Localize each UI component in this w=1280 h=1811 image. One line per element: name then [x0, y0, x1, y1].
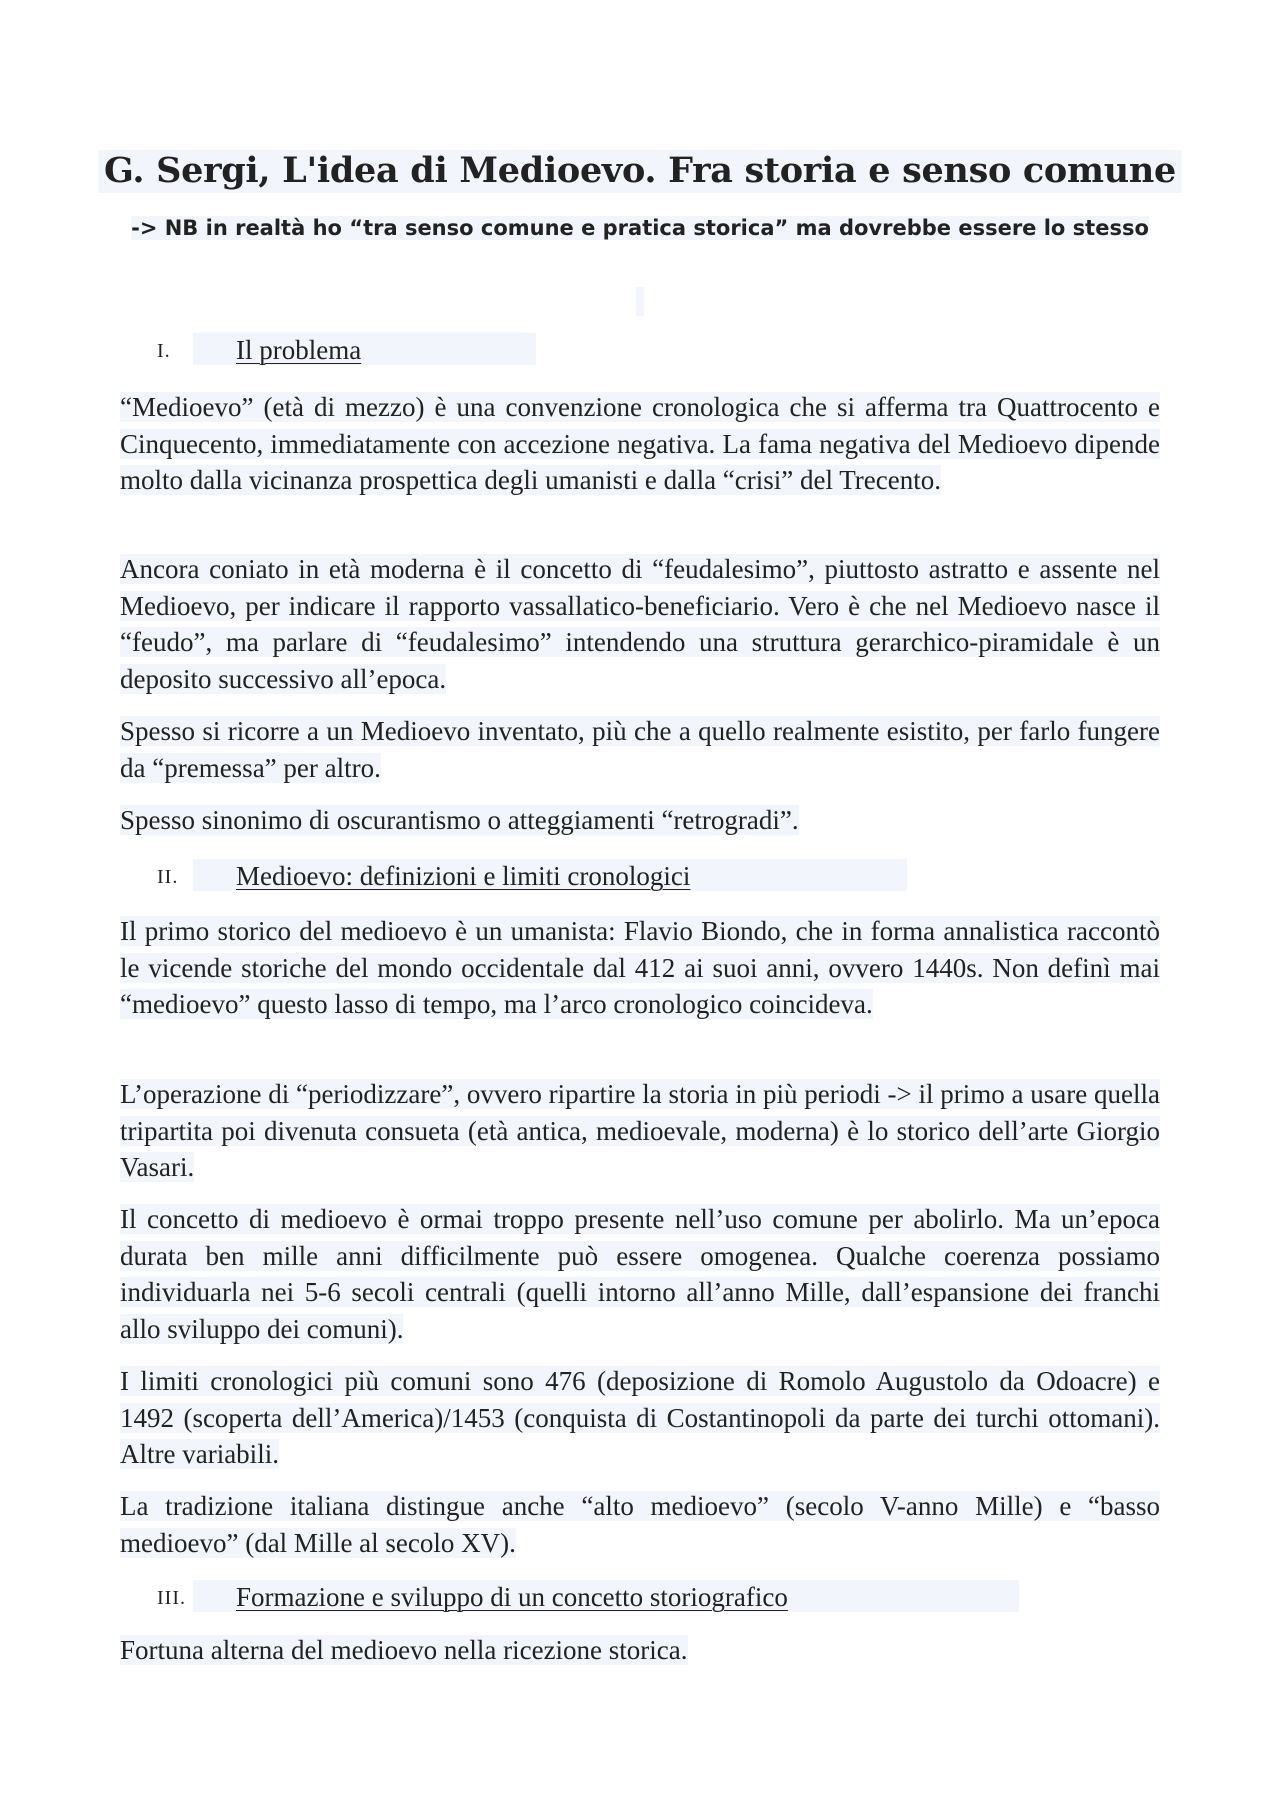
paragraph: “Medioevo” (età di mezzo) è una convenzione cronologica che si afferma tra Quattrocento e Cinquecento, immediatamente con accezione negativa. La fama negativa del Medioevo dipende molto dalla vicinanza prospettica degli umanisti e dalla “crisi” del Trecento. [120, 392, 1160, 495]
document-title: G. Sergi, L'idea di Medioevo. Fra storia e senso comune [0, 147, 1280, 195]
section-number: I. [157, 340, 171, 362]
empty-line-marker [636, 287, 644, 316]
document-subtitle: -> NB in realtà ho “tra senso comune e pratica storica” ma dovrebbe essere lo stesso [131, 216, 1149, 240]
section-title: Il problema [236, 335, 362, 365]
paragraph: Spesso si ricorre a un Medioevo inventato, più che a quello realmente esistito, per farlo fungere da “premessa” per altro. [120, 716, 1160, 783]
paragraph: Il concetto di medioevo è ormai troppo presente nell’uso comune per abolirlo. Ma un’epoca durata ben mille anni difficilmente può essere omogenea. Qualche coerenza possiamo individuarla nei 5-6 secoli centrali (quelli intorno all’anno Mille, dall’espansione dei franchi allo sviluppo dei comuni). [120, 1204, 1160, 1344]
paragraph: Ancora coniato in età moderna è il concetto di “feudalesimo”, piuttosto astratto e assente nel Medioevo, per indicare il rapporto vassallatico-beneficiario. Vero è che nel Medioevo nasce il “feudo”, ma parlare di “feudalesimo” intendendo una struttura gerarchico-piramidale è un deposito successivo all’epoca. [120, 554, 1160, 694]
paragraph: L’operazione di “periodizzare”, ovvero ripartire la storia in più periodi -> il primo a usare quella tripartita poi divenuta consueta (età antica, medioevale, moderna) è lo storico dell’arte Giorgio Vasari. [120, 1079, 1160, 1182]
section-number: II. [157, 866, 179, 888]
paragraph: Il primo storico del medioevo è un umanista: Flavio Biondo, che in forma annalistica raccontò le vicende storiche del mondo occidentale dal 412 ai suoi anni, ovvero 1440s. Non definì mai “medioevo” questo lasso di tempo, ma l’arco cronologico coincideva. [120, 916, 1160, 1019]
paragraph: La tradizione italiana distingue anche “alto medioevo” (secolo V-anno Mille) e “basso medioevo” (dal Mille al secolo XV). [120, 1491, 1160, 1558]
paragraph: Spesso sinonimo di oscurantismo o atteggiamenti “retrogradi”. [120, 805, 799, 835]
section-title: Formazione e sviluppo di un concetto storiografico [236, 1582, 788, 1612]
paragraph: I limiti cronologici più comuni sono 476 (deposizione di Romolo Augustolo da Odoacre) e 1492 (scoperta dell’America)/1453 (conquista di Costantinopoli da parte dei turchi ottomani). Altre variabili. [120, 1366, 1160, 1469]
section-title: Medioevo: definizioni e limiti cronologici [236, 861, 691, 891]
section-number: III. [157, 1587, 186, 1609]
paragraph: Fortuna alterna del medioevo nella ricezione storica. [120, 1635, 688, 1665]
